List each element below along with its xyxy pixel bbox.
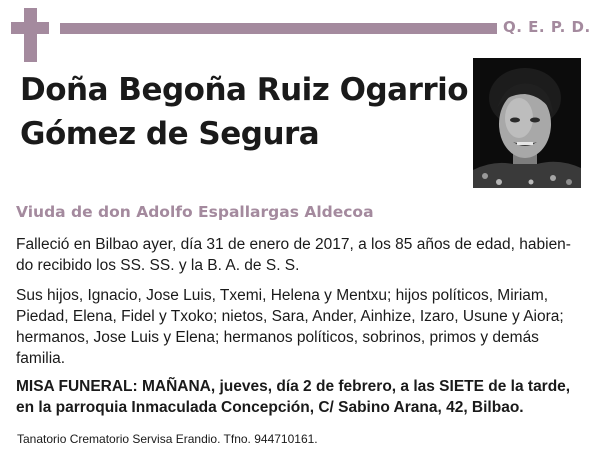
- announcement-line: Falleció en Bilbao ayer, día 31 de enero de 2017, a los 85 años de edad, habien-: [16, 236, 571, 253]
- funeral-home-contact: Tanatorio Crematorio Servisa Erandio. Tfno. 944710161.: [17, 432, 318, 446]
- family-line: hermanos, Jose Luis y Elena; hermanos políticos, sobrinos, primos y demás: [16, 329, 539, 346]
- family-line: Sus hijos, Ignacio, Jose Luis, Txemi, Helena y Mentxu; hijos políticos, Miriam,: [16, 287, 549, 304]
- qepd-label: Q. E. P. D.: [503, 18, 591, 36]
- deceased-name: [20, 68, 469, 156]
- portrait-photo: [473, 58, 581, 188]
- cross-icon-arm: [11, 22, 49, 34]
- family-line: familia.: [16, 350, 66, 367]
- announcement-line: do recibido los SS. SS. y la B. A. de S. S.: [16, 257, 300, 274]
- header-divider: [60, 23, 497, 34]
- funeral-line: en la parroquia Inmaculada Concepción, C/ Sabino Arana, 42, Bilbao.: [16, 399, 524, 416]
- family-line: Piedad, Elena, Fidel y Txoko; nietos, Sara, Ander, Ainhize, Izaro, Usune y Aiora;: [16, 308, 564, 325]
- funeral-line: MISA FUNERAL: MAÑANA, jueves, día 2 de febrero, a las SIETE de la tarde,: [16, 378, 571, 395]
- widow-of-line: Viuda de don Adolfo Espallargas Aldecoa: [16, 203, 374, 221]
- funeral-mass-info: [16, 376, 584, 418]
- family-list: [16, 285, 584, 369]
- portrait-image: [473, 58, 581, 188]
- cross-icon: [24, 8, 37, 62]
- name-line-1: Doña Begoña Ruiz Ogarrio: [20, 72, 469, 108]
- name-line-2: Gómez de Segura: [20, 116, 320, 152]
- death-announcement: [16, 234, 584, 276]
